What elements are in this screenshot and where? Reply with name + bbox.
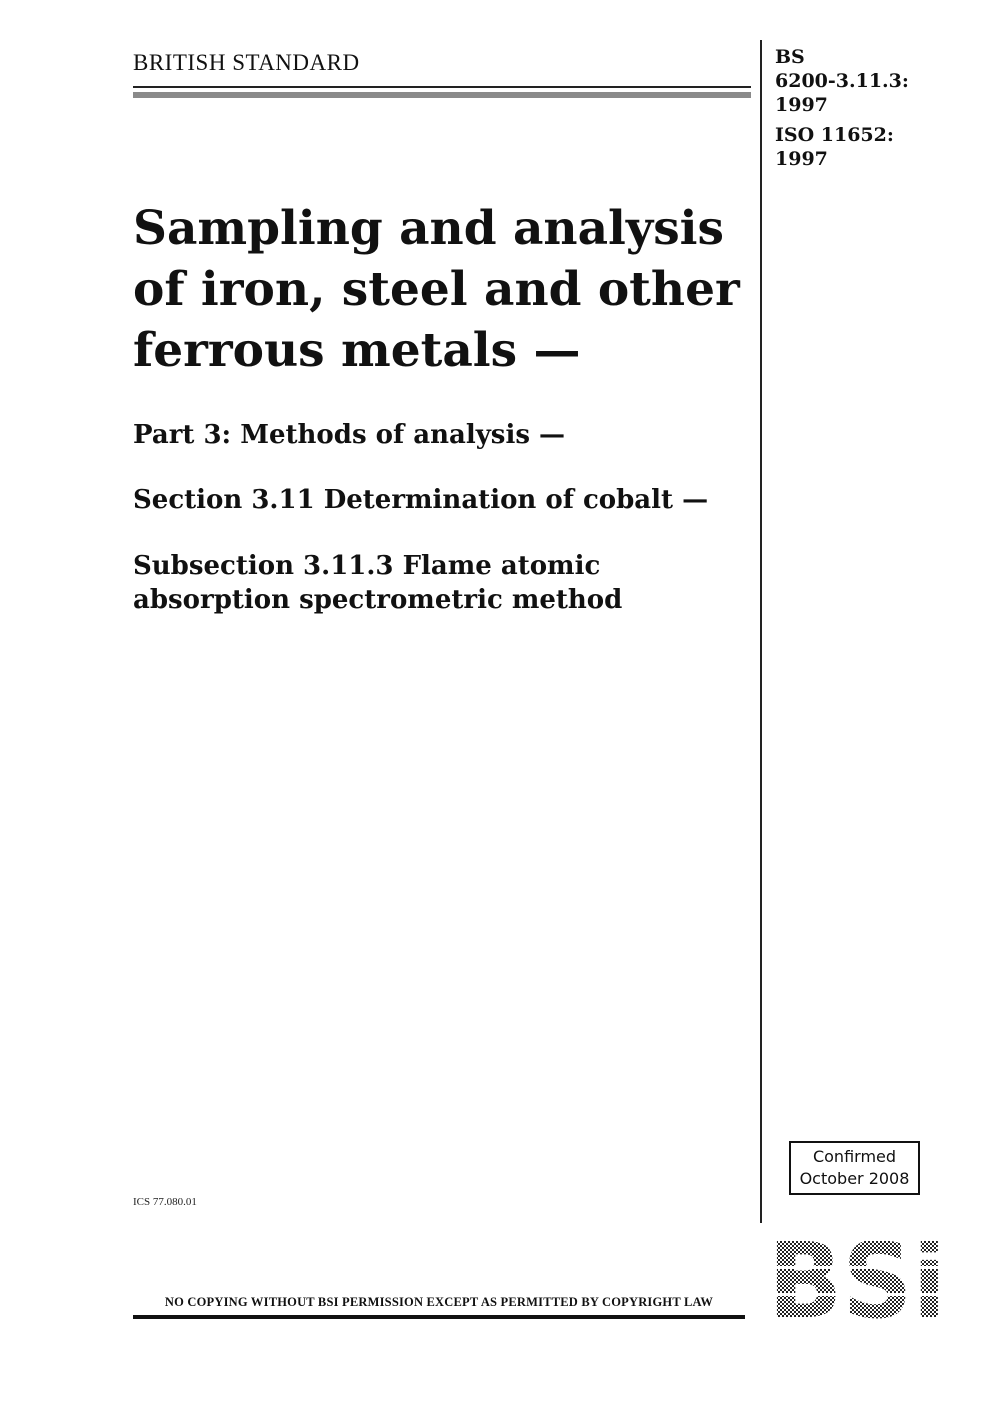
part-heading: Part 3: Methods of analysis — <box>133 420 566 450</box>
confirmed-date: October 2008 <box>799 1169 910 1188</box>
ics-code: ICS 77.080.01 <box>133 1196 197 1208</box>
iso-standard-number: ISO 11652: 1997 <box>775 124 894 170</box>
subsection-heading: Subsection 3.11.3 Flame atomic absorption spectrometric method <box>133 551 623 615</box>
copyright-notice: NO COPYING WITHOUT BSI PERMISSION EXCEPT AS PERMITTED BY COPYRIGHT LAW <box>164 1295 714 1309</box>
vertical-divider <box>760 40 762 1223</box>
header-rule-thick <box>133 92 751 98</box>
bsi-logo-icon <box>768 1241 946 1321</box>
document-title: Sampling and analysis of iron, steel and other ferrous metals — <box>133 201 740 378</box>
confirmed-label: Confirmed <box>812 1147 897 1166</box>
document-series-label: BRITISH STANDARD <box>133 50 360 75</box>
footer-rule <box>133 1315 745 1319</box>
bs-standard-number: BS 6200-3.11.3: 1997 <box>775 46 909 116</box>
header-rule-thin <box>133 86 751 88</box>
section-heading: Section 3.11 Determination of cobalt — <box>133 485 709 515</box>
confirmed-stamp <box>789 1141 920 1195</box>
